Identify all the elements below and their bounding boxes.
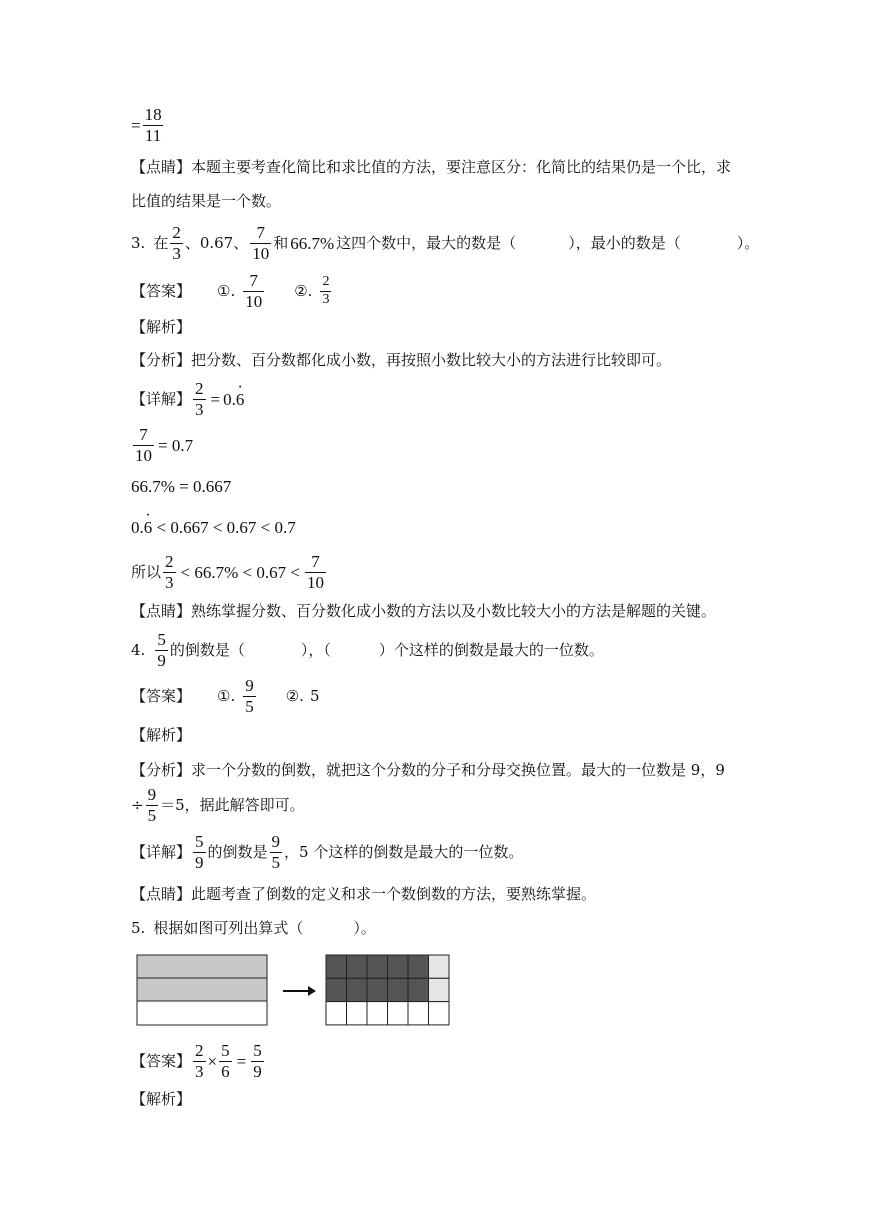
grid-cell <box>326 955 347 978</box>
fraction-18-11: $\frac{18}{11}$ <box>144 105 162 145</box>
jiexi-3: 【解析】 <box>131 318 192 336</box>
grid-cell <box>367 955 388 978</box>
left-row-empty <box>137 1001 267 1025</box>
fenxi-4-line2: ÷ $\frac{9}{5}$ ＝5，据此解答即可。 <box>131 785 305 825</box>
xiangjie-3-line5: 所以 $\frac{2}{3}$ < 66.7% < 0.67 < $\frac{7}{10}$ <box>131 552 324 592</box>
grid-cell <box>429 978 450 1001</box>
grid-cell <box>347 978 368 1001</box>
jiexi-4: 【解析】 <box>131 726 192 744</box>
grid-cell <box>347 955 368 978</box>
dianjing-1-line2: 比值的结果是一个数。 <box>131 192 282 210</box>
left-bar-model <box>137 955 267 1025</box>
left-row-shaded-2 <box>137 978 267 1001</box>
grid-cell <box>429 955 450 978</box>
grid-cell <box>388 978 409 1001</box>
repeating-digit: · 6 <box>144 519 153 536</box>
intro-equation: = $\frac{18}{11}$ <box>131 105 162 145</box>
xiangjie-3-line4: 0. · 6 < 0.667 < 0.67 < 0.7 <box>131 519 296 536</box>
grid-cell <box>347 1002 368 1025</box>
grid-cell <box>408 978 429 1001</box>
fenxi-4-line1: 【分析】 求一个分数的倒数，就把这个分数的分子和分母交换位置。最大的一位数是 9，9 <box>131 761 725 779</box>
dianjing-1-line1: 【点睛】 本题主要考查化简比和求比值的方法，要注意区分：化简比的结果仍是一个比，求 <box>131 158 732 176</box>
grid-cell <box>367 1002 388 1025</box>
grid-cell <box>429 1002 450 1025</box>
answer-5: 【答案】 $\frac{2}{3}$ × $\frac{5}{6}$ = $\frac{5}{9}$ <box>131 1041 262 1081</box>
dianjing-3: 【点睛】 熟练掌握分数、百分数化成小数的方法以及小数比较大小的方法是解题的关键。 <box>131 602 717 620</box>
fraction-2-3: $\frac{2}{3}$ <box>172 223 181 263</box>
right-grid-model <box>326 955 449 1025</box>
grid-cell <box>388 955 409 978</box>
dianjing-4: 【点睛】 此题考查了倒数的定义和求一个数倒数的方法，要熟练掌握。 <box>131 885 597 903</box>
xiangjie-3-line1: 【详解】 $\frac{2}{3}$ = 0. · 6 <box>131 380 244 419</box>
repeating-digit: · 6 <box>236 391 245 408</box>
grid-cell <box>367 978 388 1001</box>
answer-fraction-2-3: $\frac{2}{3}$ <box>322 274 330 307</box>
left-row-shaded-1 <box>137 955 267 978</box>
fraction-figure <box>136 954 452 1028</box>
xiangjie-3-line3: 66.7% = 0.667 <box>131 477 232 496</box>
grid-cell <box>408 1002 429 1025</box>
grid-cell <box>388 1002 409 1025</box>
xiangjie-3-line2: $\frac{7}{10}$ = 0.7 <box>135 425 194 465</box>
grid-cell <box>408 955 429 978</box>
answer-4: 【答案】 ①. $\frac{9}{5}$ ②. 5 <box>131 676 320 716</box>
jiexi-5: 【解析】 <box>131 1090 192 1108</box>
question-5: 5. 根据如图可列出算式（ ）。 <box>131 919 376 937</box>
answer-3: 【答案】 ①. $\frac{7}{10}$ ②. $\frac{2}{3}$ <box>131 271 330 311</box>
xiangjie-4: 【详解】 $\frac{5}{9}$ 的倒数是 $\frac{9}{5}$ ，5 个这样的倒数是最大的一位数。 <box>131 832 524 872</box>
answer-fraction-7-10: $\frac{7}{10}$ <box>245 271 263 311</box>
question-3: 3. 在 $\frac{2}{3}$ 、0.67、 $\frac{7}{10}$ 和 66.7% 这四个数中，最大的数是（ ），最小的数是（ ）。 <box>131 223 760 263</box>
question-4: 4. $\frac{5}{9}$ 的倒数是（ ），（ ）个这样的倒数是最大的一位数。 <box>131 630 604 670</box>
arrow-icon <box>283 986 316 996</box>
fraction-7-10: $\frac{7}{10}$ <box>252 223 270 263</box>
grid-cell <box>326 1002 347 1025</box>
fenxi-3: 【分析】 把分数、百分数都化成小数，再按照小数比较大小的方法进行比较即可。 <box>131 351 672 369</box>
grid-cell <box>326 978 347 1001</box>
